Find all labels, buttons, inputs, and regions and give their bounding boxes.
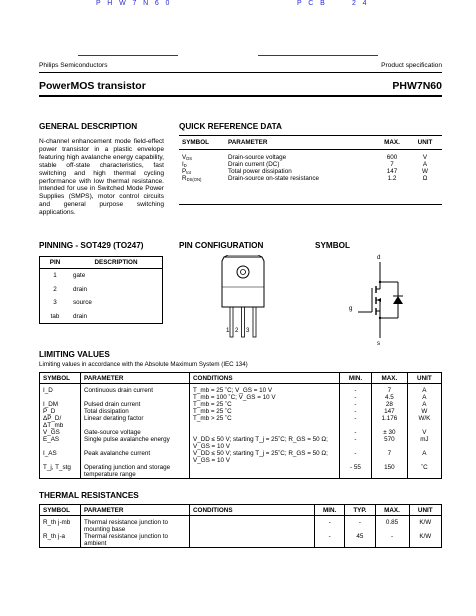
col-typ: TYP. [345, 505, 375, 516]
thermal-heading: THERMAL RESISTANCES [39, 491, 139, 500]
pinning-table [39, 256, 163, 324]
table-row: R_th j-a Thermal resistance junction to ambient - 45 - K/W [40, 533, 442, 548]
col-unit: UNIT [407, 373, 441, 384]
table-row: $I_D$ Drain current (DC) 7 A [182, 161, 428, 168]
page-title: PowerMOS transistor [39, 80, 146, 92]
col-parameter: PARAMETER [81, 373, 190, 384]
col-min: MIN. [315, 505, 345, 516]
pin-label-2: 2 [235, 327, 239, 334]
table-row: $V_{DS}$ Drain-source voltage 600 V [182, 154, 428, 161]
table-row: 2 drain [53, 285, 88, 293]
col-unit: UNIT [408, 136, 442, 150]
thermal-table [39, 504, 442, 548]
general-heading: GENERAL DESCRIPTION [39, 122, 138, 131]
col-symbol: SYMBOL [40, 373, 81, 384]
table-row: E_AS Single pulse avalanche energy V_DD ≤ 50 V; starting T_j = 25˚C; R_GS = 50 Ω; V_GS = 10 V - 570 mJ [40, 436, 442, 450]
pin-label-1: 1 [226, 327, 230, 334]
title-rule [39, 95, 442, 97]
col-symbol: SYMBOL [40, 505, 81, 516]
link-underline [258, 55, 378, 56]
part-number: PHW7N60 [392, 80, 442, 92]
qrd-table [179, 135, 442, 205]
col-pin: PIN [40, 257, 71, 269]
symbol-s: s [377, 340, 381, 347]
col-max: MAX. [371, 373, 407, 384]
table-row: T_j, T_stg Operating junction and storage temperature range - 55 150 ˚C [40, 464, 442, 479]
col-max: MAX. [375, 505, 409, 516]
qrd-heading: QUICK REFERENCE DATA [179, 122, 282, 131]
general-text: N-channel enhancement mode field-effect power transistor in a plastic envelope featuring high avalanche energy capability, stable off-state characteristics, fast switching and high thermal cycling performance with low thermal resistance. Intended for use in Switched Mode Power Supplies (SMPS), motor control circuits and general purpose switching applications. [39, 138, 164, 217]
company-name: Philips Semiconductors [39, 62, 108, 69]
col-min: MIN. [340, 373, 372, 384]
pinning-heading: PINNING - SOT429 (TO247) [39, 241, 144, 250]
symbol-d: d [377, 254, 381, 261]
col-conditions: CONDITIONS [190, 373, 340, 384]
table-row: I_DM Pulsed drain current T_mb = 25 ˚C - 28 A [40, 401, 442, 408]
table-row: I_D Continuous drain current T_mb = 25 ˚C; V_GS = 10 V - 7 A [40, 384, 442, 395]
table-row: ΔP_D/ΔT_mb Linear derating factor T_mb > 25 ˚C - 1.176 W/K [40, 415, 442, 429]
doc-type: Product specification [381, 62, 442, 69]
pcb-link[interactable]: P C B [297, 0, 328, 7]
table-row: tab drain [50, 312, 88, 320]
table-row: 1 gate [53, 272, 86, 280]
col-parameter: PARAMETER [81, 505, 190, 516]
col-max: MAX. [376, 136, 408, 150]
limiting-heading: LIMITING VALUES [39, 350, 110, 359]
pinconfig-heading: PIN CONFIGURATION [179, 241, 264, 250]
table-row: $P_{tot}$ Total power dissipation 147 W [182, 168, 428, 175]
limiting-table [39, 372, 442, 479]
table-row: P_D Total dissipation T_mb = 25 ˚C - 147 W [40, 408, 442, 415]
pin-label-3: 3 [246, 327, 250, 334]
symbol-heading: SYMBOL [315, 241, 351, 250]
table-row: T_mb = 100 ˚C; V_GS = 10 V - 4.5 A [40, 394, 442, 401]
col-unit: UNIT [409, 505, 441, 516]
link-underline [78, 55, 178, 56]
col-conditions: CONDITIONS [190, 505, 315, 516]
table-row: $R_{DS(ON)}$ Drain-source on-state resistance 1.2 Ω [182, 175, 428, 182]
col-symbol: SYMBOL [179, 136, 225, 150]
limiting-subheading: Limiting values in accordance with the Absolute Maximum System (IEC 134) [39, 361, 248, 368]
table-row: V_GS Gate-source voltage - ± 30 V [40, 429, 442, 436]
header-rule [39, 72, 442, 73]
mosfet-symbol-icon [350, 260, 420, 340]
col-description: DESCRIPTION [70, 257, 163, 269]
symbol-g: g [349, 305, 353, 312]
table-row: R_th j-mb Thermal resistance junction to mounting base - - 0.85 K/W [40, 516, 442, 534]
page-link[interactable]: 2 4 [352, 0, 369, 7]
part-link[interactable]: P H W 7 N 6 0 [96, 0, 172, 7]
table-row: I_AS Peak avalanche current V_DD ≤ 50 V; starting T_j = 25˚C; R_GS = 50 Ω; V_GS = 10 V - 7 A [40, 450, 442, 464]
col-parameter: PARAMETER [225, 136, 376, 150]
table-row: 3 source [53, 299, 92, 307]
